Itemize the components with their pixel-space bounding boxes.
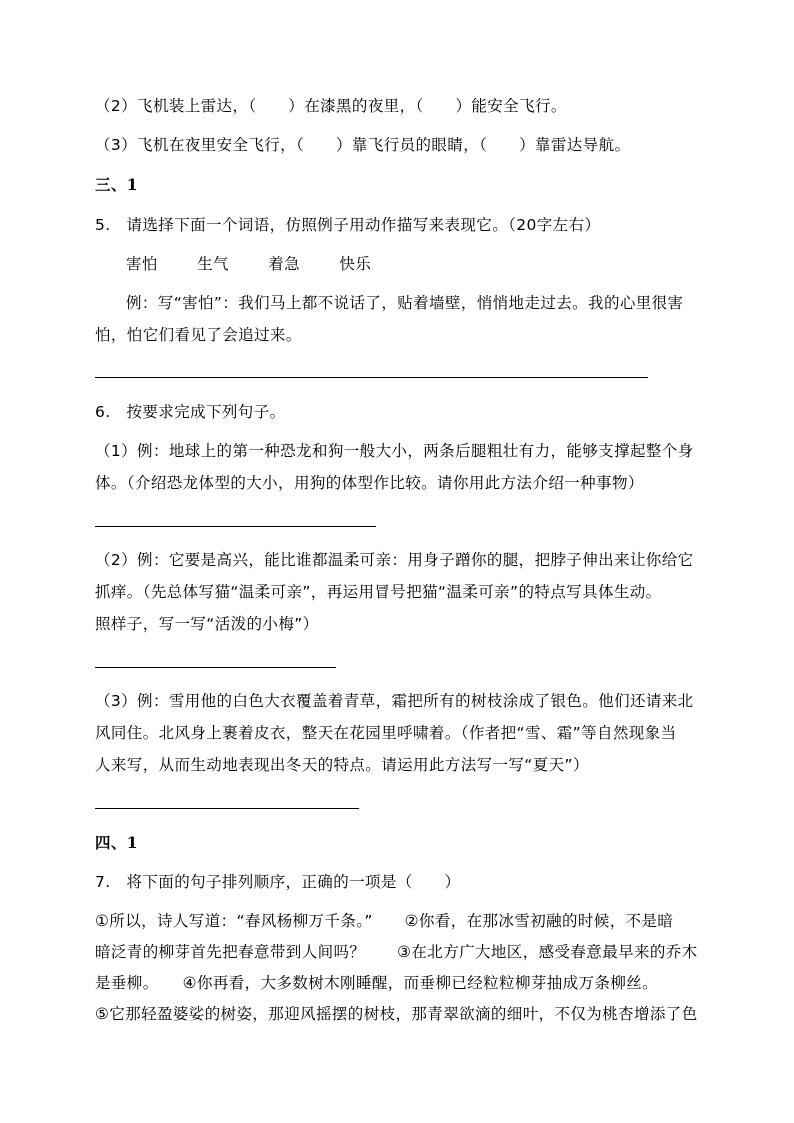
- question-4-item-3: （3）飞机在夜里安全飞行，（ ）靠飞行员的眼睛，（ ）靠雷达导航。: [95, 136, 631, 154]
- section-4-heading: 四、1: [95, 833, 138, 852]
- word-choice: 害怕: [126, 255, 158, 273]
- question-6-2-line-1: （2）例：它要是高兴，能比谁都温柔可亲：用身子蹭你的腿，把脖子伸出来让你给它: [95, 551, 694, 569]
- answer-line-q6-3[interactable]: [95, 808, 359, 809]
- question-7-passage-line-1: ①所以，诗人写道：“春风杨柳万千条。” ②你看，在那冰雪初融的时候，不是暗: [95, 912, 674, 930]
- answer-line-q6-1[interactable]: [95, 526, 376, 527]
- question-6-2-line-3: 照样子，写一写“活泼的小梅”）: [95, 615, 319, 633]
- question-4-item-2: （2）飞机装上雷达，（ ）在漆黑的夜里，（ ）能安全飞行。: [95, 97, 567, 115]
- question-7-passage-line-4: ⑤它那轻盈婆娑的树姿，那迎风摇摆的树枝，那青翠欲滴的细叶，不仅为桃杏增添了色: [95, 1005, 698, 1023]
- question-6-prompt: 6. 按要求完成下列句子。: [95, 403, 286, 421]
- question-6-3-line-2: 风同住。北风身上裹着皮衣，整天在花园里呼啸着。（作者把“雪、霜”等自然现象当: [95, 724, 677, 742]
- question-7-passage-line-3: 是垂柳。 ④你再看，大多数树木刚睡醒，而垂柳已经粒粒柳芽抽成万条柳丝。: [95, 974, 659, 992]
- section-3-heading: 三、1: [95, 175, 138, 194]
- answer-line-q6-2[interactable]: [95, 667, 336, 668]
- question-6-1-line-2: 体。（介绍恐龙体型的大小，用狗的体型作比较。请你用此方法介绍一种事物）: [95, 474, 644, 492]
- question-5-prompt: 5. 请选择下面一个词语，仿照例子用动作描写来表现它。（20字左右）: [95, 216, 601, 234]
- question-6-2-line-2: 抓痒。（先总体写猫“温柔可亲”，再运用冒号把猫“温柔可亲”的特点写具体生动。: [95, 583, 662, 601]
- question-5-example-line-2: 怕，怕它们看见了会追过来。: [95, 326, 302, 344]
- question-6-1-line-1: （1）例：地球上的第一种恐龙和狗一般大小，两条后腿粗壮有力，能够支撑起整个身: [95, 442, 694, 460]
- question-6-3-line-1: （3）例：雪用他的白色大衣覆盖着青草，霜把所有的树枝涂成了银色。他们还请来北: [95, 692, 694, 710]
- question-5-example-line-1: 例：写“害怕”：我们马上都不说话了，贴着墙壁，悄悄地走过去。我的心里很害: [126, 294, 684, 312]
- word-choice: 着急: [268, 255, 301, 273]
- word-choice: 生气: [197, 255, 229, 273]
- question-7-prompt: 7. 将下面的句子排列顺序，正确的一项是（ ）: [95, 873, 461, 891]
- question-5-word-choices: [126, 254, 371, 274]
- answer-line-q5[interactable]: [95, 377, 648, 378]
- question-6-3-line-3: 人来写，从而生动地表现出冬天的特点。请运用此方法写一写“夏天”）: [95, 756, 589, 774]
- question-7-passage-line-2: 暗泛青的柳芽首先把春意带到人间吗？ ③在北方广大地区，感受春意最早来的乔木: [95, 943, 698, 961]
- word-choice: 快乐: [339, 255, 372, 273]
